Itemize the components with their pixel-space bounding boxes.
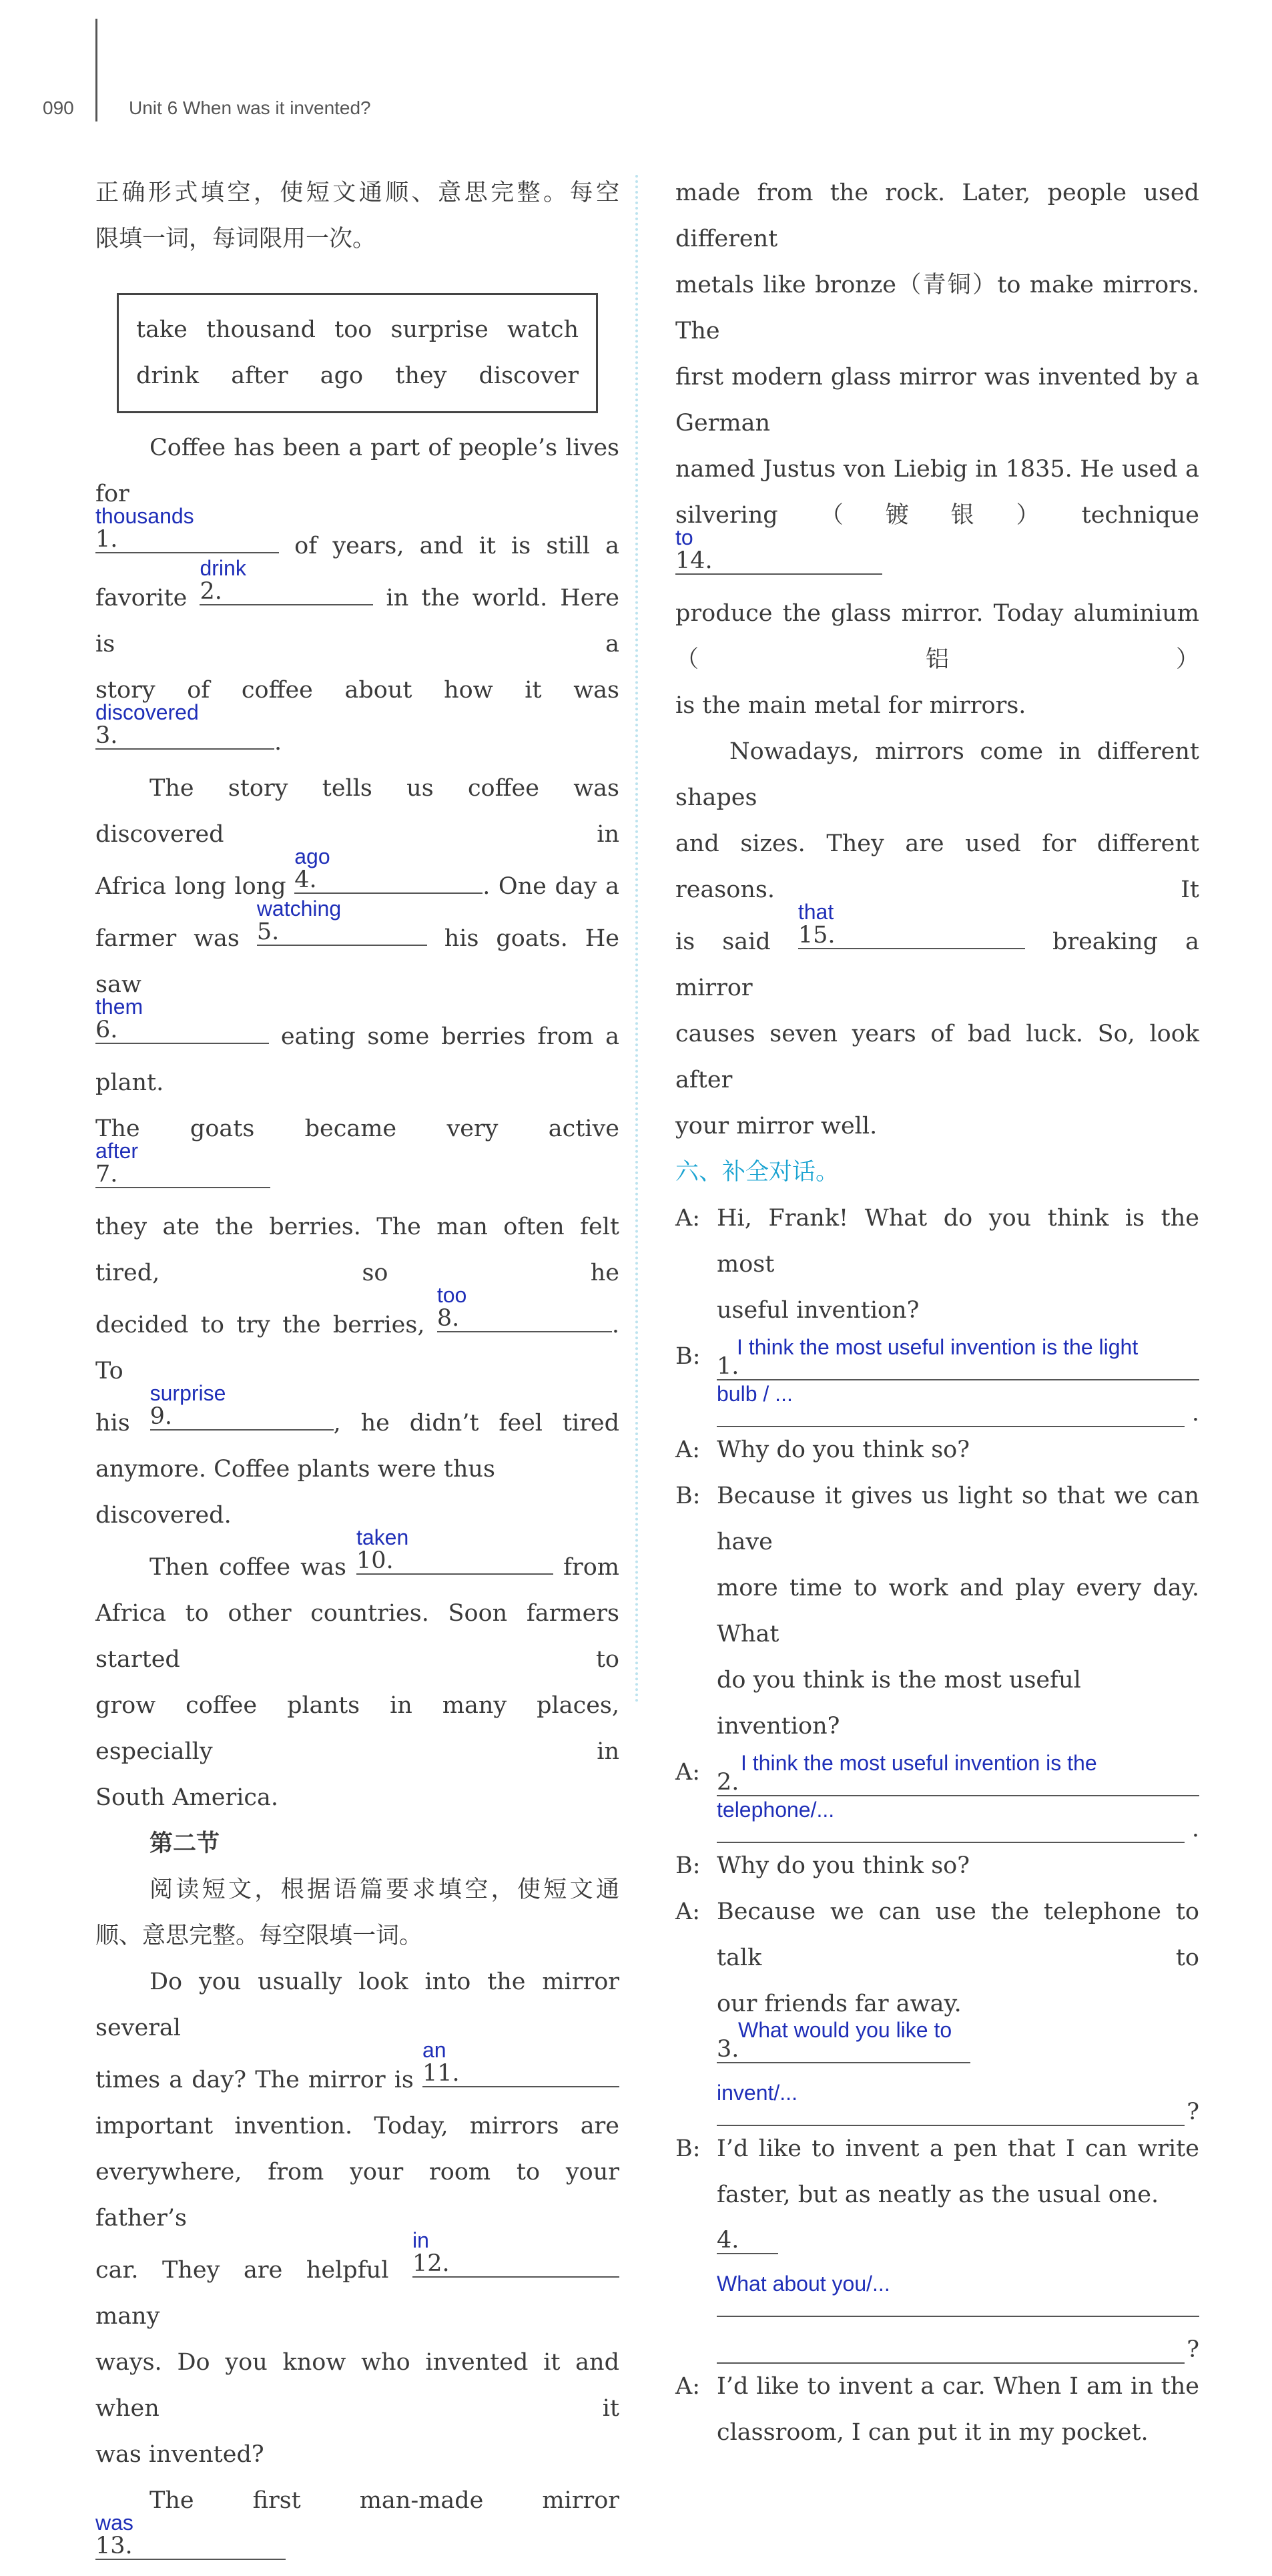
text-line: Africa to other countries. Soon farmers started to xyxy=(95,1600,619,1673)
handwritten-answer: thousands xyxy=(95,504,194,528)
text-line: The goats became very active 7. after xyxy=(95,1115,619,1188)
fill-blank[interactable]: 3. discovered xyxy=(95,714,274,750)
handwritten-answer: I think the most useful invention is the xyxy=(741,1751,1097,1775)
text-line: I’d like to invent a pen that I can write xyxy=(717,2135,1199,2162)
right-column xyxy=(675,170,1199,2456)
dialog-turn xyxy=(675,1196,1199,1334)
text-line: silvering（镀银）technique 14. to xyxy=(675,502,1199,574)
answer-line[interactable]: telephone/... . xyxy=(717,1798,1199,1842)
text-line: metals like bronze（青铜）to make mirrors. The xyxy=(675,272,1199,344)
text-line: everywhere, from your room to your father’s xyxy=(95,2159,619,2232)
handwritten-answer: too xyxy=(436,1283,467,1307)
text-line: ways. Do you know who invented it and when it xyxy=(95,2349,619,2422)
text-line: is said 15. that breaking a mirror xyxy=(675,900,1199,1001)
answer-line[interactable]: invent/... ? xyxy=(717,2081,1199,2125)
speaker-label: A: xyxy=(675,1205,701,1232)
fill-blank[interactable]: 7. after xyxy=(95,1152,270,1188)
text-line: Why do you think so? xyxy=(717,1852,970,1879)
handwritten-answer: to xyxy=(675,525,693,549)
text-line: more time to work and play every day. What xyxy=(717,1575,1199,1647)
fill-blank[interactable]: 1. thousands xyxy=(95,517,279,553)
answer-line[interactable] xyxy=(717,2270,1199,2317)
word-bank-word: ago xyxy=(320,362,364,389)
text-line: Africa long long 4. ago . One day a xyxy=(95,844,619,900)
speaker-label: B: xyxy=(675,1343,701,1370)
section-title: 第二节 xyxy=(149,1830,220,1857)
word-bank-word: too xyxy=(334,316,372,343)
fill-blank[interactable]: 9. surprise xyxy=(150,1394,334,1431)
fill-blank[interactable]: 6. them xyxy=(95,1008,269,1044)
text-line: made from the rock. Later, people used different xyxy=(675,180,1199,252)
text-line: Nowadays, mirrors come in different shapes xyxy=(675,738,1199,811)
text-line: favorite 2. drink in the world. Here is a xyxy=(95,556,619,658)
handwritten-answer: drink xyxy=(200,556,246,580)
text-line: grow coffee plants in many places, especially in xyxy=(95,1692,619,1765)
text-line: Do you usually look into the mirror several xyxy=(95,1969,619,2041)
dialog-turn xyxy=(675,1427,1199,1473)
text-line: faster, but as neatly as the usual one. 4. xyxy=(717,2181,1159,2254)
dialog-turn xyxy=(675,1889,1199,2126)
text-line: 1. thousands of years, and it is still a xyxy=(95,504,619,559)
dialog-turn xyxy=(675,1843,1199,1889)
text-line: Because we can use the telephone to talk to xyxy=(717,1898,1199,1971)
handwritten-answer: an xyxy=(422,2038,446,2062)
text-line: they ate the berries. The man often felt tired, so he xyxy=(95,1214,619,1286)
handwritten-answer: was xyxy=(95,2511,133,2535)
text-line: Then coffee was 10. taken from xyxy=(149,1525,619,1581)
handwritten-answer: taken xyxy=(356,1525,409,1549)
handwritten-answer: telephone/... xyxy=(717,1798,835,1822)
fill-blank[interactable]: 4. ago xyxy=(294,858,483,894)
text-line: anymore. Coffee plants were thus discovered. xyxy=(95,1456,495,1529)
text-line: The story tells us coffee was discovered in xyxy=(95,775,619,848)
text-line: your mirror well. xyxy=(675,1113,878,1139)
handwritten-answer: them xyxy=(95,995,143,1019)
dialog-turn xyxy=(675,2126,1199,2364)
answer-line[interactable]: 1. I think the most useful invention is the light xyxy=(717,1334,1199,1380)
text-line: The first man-made mirror 13. was xyxy=(95,2487,619,2559)
page-number: 090 xyxy=(43,97,74,118)
word-bank-word: drink xyxy=(136,362,200,389)
fill-blank[interactable]: 10. taken xyxy=(356,1539,553,1575)
answer-line[interactable]: 2. I think the most useful invention is the xyxy=(717,1750,1199,1796)
text-line: and sizes. They are used for different reasons. It xyxy=(675,830,1199,903)
handwritten-answer: after xyxy=(95,1139,139,1163)
fill-blank[interactable]: 13. was xyxy=(95,2524,286,2560)
instruction-line: 阅读短文，根据语篇要求填空，使短文通 xyxy=(149,1876,619,1903)
fill-blank[interactable]: 15. that xyxy=(798,913,1025,949)
speaker-label: A: xyxy=(675,1759,701,1786)
handwritten-answer: What about you/... xyxy=(717,2272,890,2296)
speaker-label: A: xyxy=(675,1437,701,1463)
speaker-label: A: xyxy=(675,1898,701,1925)
text-line: do you think is the most useful invention? xyxy=(717,1667,1081,1740)
text-line: farmer was 5. watching his goats. He saw xyxy=(95,896,619,998)
unit-title: Unit 6 When was it invented? xyxy=(129,97,371,118)
answer-line[interactable]: bulb / ... . xyxy=(717,1382,1199,1427)
text-line: story of coffee about how it was 3. discovered . xyxy=(95,677,619,756)
fill-blank[interactable]: 11. an xyxy=(422,2051,619,2087)
word-bank-word: discover xyxy=(479,362,579,389)
text-line: important invention. Today, mirrors are xyxy=(95,2113,619,2139)
dialog-turn xyxy=(675,1334,1199,1427)
handwritten-answer: discovered xyxy=(95,700,199,724)
text-line: is the main metal for mirrors. xyxy=(675,692,1026,719)
text-line: Coffee has been a part of people’s lives for xyxy=(95,435,619,507)
text-line: 6. them eating some berries from a plant. xyxy=(95,995,619,1096)
text-line: named Justus von Liebig in 1835. He used a xyxy=(675,456,1199,483)
speaker-label: B: xyxy=(675,1852,701,1879)
word-bank-box xyxy=(117,293,598,413)
word-bank-row xyxy=(136,353,579,399)
instruction-line: 限填一词，每词限用一次。 xyxy=(95,226,376,252)
text-line: decided to try the berries, 8. too . To xyxy=(95,1283,619,1384)
word-bank-word: after xyxy=(231,362,288,389)
word-bank-word: surprise xyxy=(390,316,489,343)
word-bank-row xyxy=(136,307,579,353)
handwritten-answer: surprise xyxy=(149,1381,226,1405)
dialog-turn xyxy=(675,2364,1199,2456)
word-bank-word: watch xyxy=(507,316,579,343)
text-line: Because it gives us light so that we can have xyxy=(717,1483,1199,1555)
speaker-label: A: xyxy=(675,2373,701,2400)
handwritten-answer: bulb / ... xyxy=(717,1382,793,1406)
text-line: South America. xyxy=(95,1784,279,1811)
fill-blank[interactable]: 12. in xyxy=(412,2242,619,2278)
handwritten-answer: What would you like to xyxy=(738,2018,952,2042)
text-line: produce the glass mirror. Today aluminium（铝） xyxy=(675,600,1199,673)
text-line: car. They are helpful 12. in many xyxy=(95,2242,619,2340)
text-line: Hi, Frank! What do you think is the most xyxy=(717,1205,1199,1278)
fill-blank[interactable]: 14. to xyxy=(675,539,882,575)
handwritten-answer: I think the most useful invention is the light xyxy=(737,1335,1139,1359)
speaker-label: B: xyxy=(675,1483,701,1509)
text-line: I’d like to invent a car. When I am in the xyxy=(717,2373,1199,2400)
text-line: our friends far away. 3. What would you like to xyxy=(717,1981,1199,2079)
dialog-turn xyxy=(675,1750,1199,1843)
instruction-line: 正确形式填空，使短文通顺、意思完整。每空 xyxy=(95,180,619,206)
text-line: classroom, I can put it in my pocket. xyxy=(717,2419,1149,2446)
handwritten-answer: ago xyxy=(294,844,330,868)
handwritten-answer: invent/... xyxy=(717,2081,798,2105)
section-title: 六、补全对话。 xyxy=(675,1159,840,1186)
dialog-turn xyxy=(675,1473,1199,1750)
word-bank-word: take xyxy=(136,316,188,343)
answer-line[interactable]: 4. xyxy=(717,2218,778,2254)
instruction-line: 顺、意思完整。每空限填一词。 xyxy=(95,1922,423,1949)
speaker-label: B: xyxy=(675,2135,701,2162)
word-bank-word: thousand xyxy=(206,316,316,343)
text-line: his 9. surprise , he didn’t feel tired xyxy=(95,1381,619,1437)
text-line: causes seven years of bad luck. So, look after xyxy=(675,1021,1199,1093)
fill-blank[interactable]: 8. too xyxy=(437,1296,612,1332)
text-line: Why do you think so? xyxy=(717,1437,970,1463)
handwritten-answer: watching xyxy=(256,896,342,921)
word-bank-word: they xyxy=(395,362,447,389)
left-column xyxy=(95,170,619,2576)
text-line: useful invention? xyxy=(717,1297,920,1324)
text-line: first modern glass mirror was invented by a German xyxy=(675,364,1199,437)
header-rule xyxy=(95,19,97,121)
fill-blank[interactable]: 5. watching xyxy=(257,910,427,946)
answer-line[interactable]: 3. What would you like to xyxy=(717,2027,970,2063)
answer-line[interactable]: ? xyxy=(717,2317,1185,2364)
text-line: was invented? xyxy=(95,2441,264,2468)
text-line: times a day? The mirror is 11. an xyxy=(95,2051,619,2103)
handwritten-answer: in xyxy=(412,2228,429,2252)
column-divider xyxy=(635,175,638,1704)
handwritten-answer: that xyxy=(798,900,834,924)
fill-blank[interactable]: 2. drink xyxy=(200,569,373,605)
